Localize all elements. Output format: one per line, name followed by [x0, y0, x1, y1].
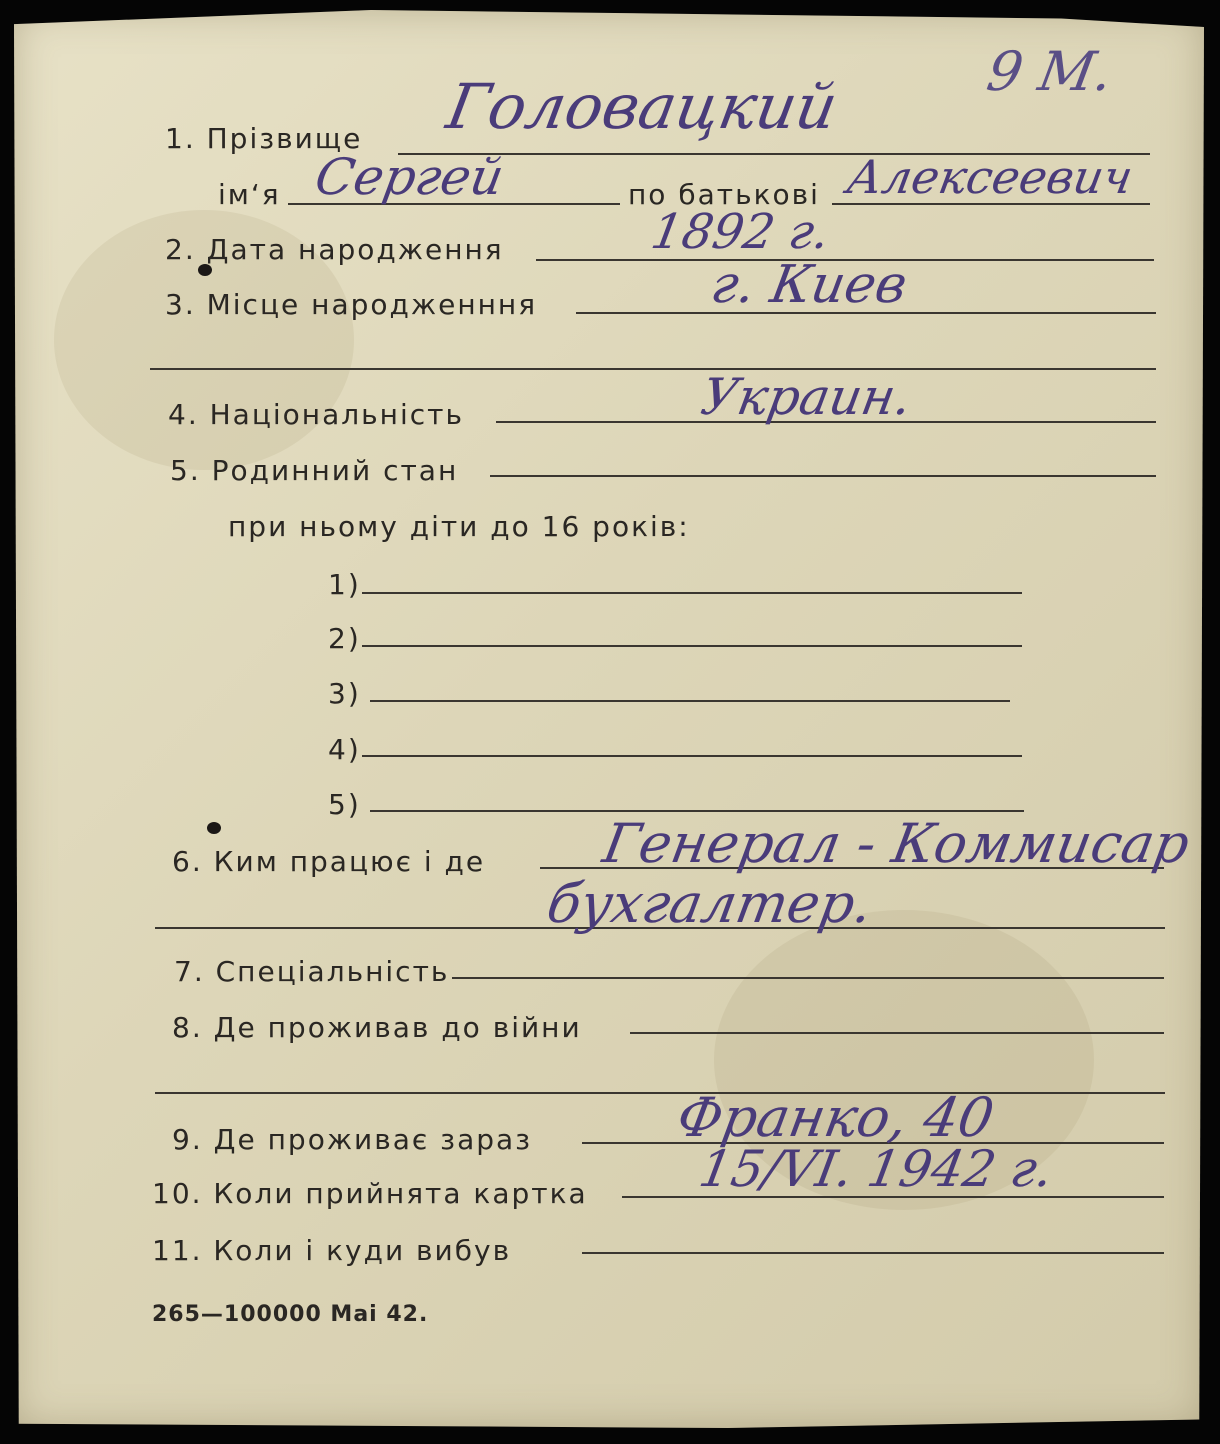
first-name-label: ім‘я: [218, 178, 281, 211]
patronymic-label: по батькові: [628, 178, 820, 211]
birth-date-label: 2. Дата народження: [165, 233, 504, 266]
patronymic-value: Алексеевич: [843, 150, 1137, 204]
child-5-label: 5): [328, 788, 361, 821]
children-label: при ньому діти до 16 років:: [228, 510, 690, 543]
current-residence-value: Франко, 40: [672, 1086, 999, 1149]
departed-line: [582, 1252, 1164, 1254]
child-4-label: 4): [328, 733, 361, 766]
specialty-line: [452, 977, 1164, 979]
card-accepted-value: 15/VI. 1942 г.: [694, 1140, 1058, 1198]
card-accepted-label: 10. Коли прийнята картка: [152, 1177, 588, 1210]
surname-value: Головацкий: [441, 70, 843, 143]
nationality-value: Украин.: [696, 368, 916, 426]
work-label: 6. Ким працює і де: [172, 845, 486, 878]
work-value-line-2: бухгалтер.: [542, 872, 878, 935]
print-code: 265—100000 Mai 42.: [152, 1302, 429, 1327]
specialty-label: 7. Спеціальність: [174, 955, 450, 988]
prewar-residence-line-2: [155, 1092, 1165, 1094]
child-1-line: [362, 592, 1022, 594]
corner-note: 9 М.: [982, 40, 1118, 103]
work-value-line-1: Генерал - Коммисар: [598, 812, 1195, 875]
child-2-label: 2): [328, 622, 361, 655]
child-2-line: [362, 645, 1022, 647]
birth-place-line-2: [150, 368, 1156, 370]
child-4-line: [362, 755, 1022, 757]
birth-date-value: 1892 г.: [647, 204, 834, 260]
prewar-residence-line: [630, 1032, 1164, 1034]
prewar-residence-label: 8. Де проживав до війни: [172, 1011, 582, 1044]
first-name-value: Сергей: [310, 148, 509, 206]
departed-label: 11. Коли і куди вибув: [152, 1234, 512, 1267]
birth-place-label: 3. Місце народженння: [165, 288, 538, 321]
child-1-label: 1): [328, 568, 361, 601]
registration-card: [14, 10, 1204, 1428]
child-3-line: [370, 700, 1010, 702]
nationality-label: 4. Національність: [168, 398, 464, 431]
marital-status-line: [490, 475, 1156, 477]
marital-status-label: 5. Родинний стан: [170, 454, 459, 487]
child-3-label: 3): [328, 677, 361, 710]
surname-label: 1. Прізвище: [165, 122, 363, 155]
punch-hole: [207, 822, 221, 834]
current-residence-label: 9. Де проживає зараз: [172, 1123, 533, 1156]
birth-place-value: г. Киев: [706, 255, 912, 315]
